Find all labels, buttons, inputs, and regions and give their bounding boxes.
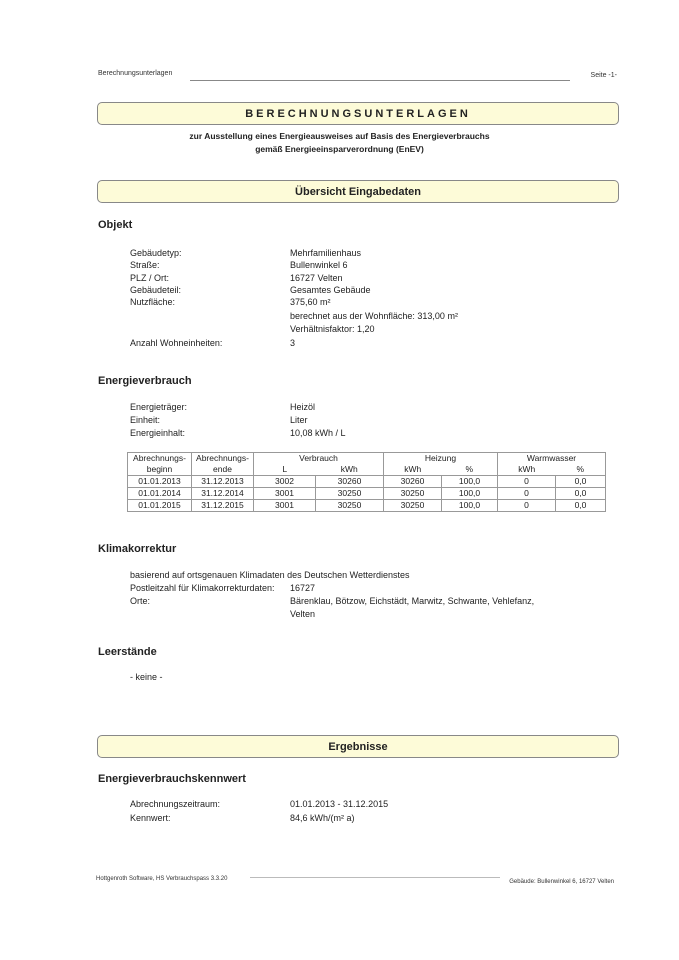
cell: 30250 [316, 488, 384, 500]
subtitle-line-2: gemäß Energieeinsparverordnung (EnEV) [255, 144, 424, 154]
cell: 30250 [384, 488, 442, 500]
units-label: Anzahl Wohneinheiten: [130, 338, 223, 348]
cell: 30260 [316, 476, 384, 488]
header-cell: Verbrauch [254, 453, 384, 465]
klima-orte-label: Orte: [130, 596, 151, 606]
table-row [128, 500, 606, 512]
energie-label: Energieinhalt: [130, 428, 186, 438]
header-cell: Abrechnungs- [128, 453, 192, 465]
objekt-extra: Verhältnisfaktor: 1,20 [290, 324, 375, 334]
kennwert-value: 01.01.2013 - 31.12.2015 [290, 799, 389, 809]
cell: 01.01.2015 [128, 500, 192, 512]
header-cell: % [556, 464, 606, 476]
header-cell: beginn [128, 464, 192, 476]
table-subheader-row [128, 464, 606, 476]
header-cell: kWh [316, 464, 384, 476]
header-cell: Warmwasser [498, 453, 606, 465]
footer-software: Hottgenroth Software, HS Verbrauchspass 3.3.20 [96, 876, 228, 882]
objekt-label: PLZ / Ort: [130, 273, 170, 283]
cell: 31.12.2013 [192, 476, 254, 488]
table-row [128, 488, 606, 500]
header-cell: Heizung [384, 453, 498, 465]
cell: 3002 [254, 476, 316, 488]
cell: 0,0 [556, 488, 606, 500]
cell: 01.01.2014 [128, 488, 192, 500]
kennwert-label: Abrechnungszeitraum: [130, 799, 221, 809]
leer-heading: Leerstände [98, 646, 157, 658]
cell: 30250 [384, 500, 442, 512]
klima-plz-value: 16727 [290, 583, 316, 593]
table-header-row [128, 453, 606, 465]
cell: 3001 [254, 488, 316, 500]
energie-value: Liter [290, 415, 308, 425]
klima-heading: Klimakorrektur [98, 543, 177, 555]
cell: 0,0 [556, 476, 606, 488]
leer-value: - keine - [130, 672, 163, 682]
consumption-table [127, 452, 606, 512]
energie-label: Einheit: [130, 415, 161, 425]
energie-label: Energieträger: [130, 402, 188, 412]
cell: 31.12.2015 [192, 500, 254, 512]
footer-rule [250, 877, 500, 878]
cell: 0 [498, 488, 556, 500]
header-rule [190, 80, 570, 81]
kennwert-label: Kennwert: [130, 813, 171, 823]
header-cell: Abrechnungs- [192, 453, 254, 465]
objekt-label: Straße: [130, 260, 160, 270]
objekt-value: 375,60 m² [290, 297, 331, 307]
objekt-label: Nutzfläche: [130, 297, 176, 307]
results-banner: Ergebnisse [97, 735, 619, 758]
klima-orte-value: Bärenklau, Bötzow, Eichstädt, Marwitz, Schwante, Vehlefanz, [290, 596, 535, 606]
cell: 3001 [254, 500, 316, 512]
energie-heading: Energieverbrauch [98, 375, 192, 387]
klima-plz-label: Postleitzahl für Klimakorrekturdaten: [130, 583, 275, 593]
cell: 100,0 [442, 476, 498, 488]
cell: 0,0 [556, 500, 606, 512]
cell: 31.12.2014 [192, 488, 254, 500]
energie-value: Heizöl [290, 402, 316, 412]
footer-building: Gebäude: Bullenwinkel 6, 16727 Velten [509, 879, 614, 885]
objekt-heading: Objekt [98, 219, 133, 231]
header-cell: kWh [384, 464, 442, 476]
header-cell: ende [192, 464, 254, 476]
objekt-label: Gebäudetyp: [130, 248, 182, 258]
page-number: Seite -1- [590, 72, 617, 79]
cell: 30260 [384, 476, 442, 488]
objekt-value: Mehrfamilienhaus [290, 248, 362, 258]
cell: 0 [498, 500, 556, 512]
objekt-value: Gesamtes Gebäude [290, 285, 371, 295]
objekt-label: Gebäudeteil: [130, 285, 182, 295]
cell: 100,0 [442, 488, 498, 500]
header-title: Berechnungsunterlagen [98, 70, 173, 77]
cell: 30250 [316, 500, 384, 512]
header-cell: kWh [498, 464, 556, 476]
cell: 01.01.2013 [128, 476, 192, 488]
objekt-value: 16727 Velten [290, 273, 343, 283]
klima-intro: basierend auf ortsgenauen Klimadaten des Deutschen Wetterdienstes [130, 570, 410, 580]
subtitle-line-1: zur Ausstellung eines Energieausweises auf Basis des Energieverbrauchs [189, 131, 490, 141]
klima-orte-value: Velten [290, 609, 316, 619]
cell: 0 [498, 476, 556, 488]
header-cell: L [254, 464, 316, 476]
table-row [128, 476, 606, 488]
kennwert-value: 84,6 kWh/(m² a) [290, 813, 355, 823]
objekt-extra: berechnet aus der Wohnfläche: 313,00 m² [290, 311, 458, 321]
title-banner: BERECHNUNGSUNTERLAGEN [97, 102, 619, 125]
header-cell: % [442, 464, 498, 476]
kennwert-heading: Energieverbrauchskennwert [98, 773, 246, 785]
energie-value: 10,08 kWh / L [290, 428, 346, 438]
objekt-value: Bullenwinkel 6 [290, 260, 348, 270]
cell: 100,0 [442, 500, 498, 512]
units-value: 3 [290, 338, 296, 348]
overview-banner: Übersicht Eingabedaten [97, 180, 619, 203]
